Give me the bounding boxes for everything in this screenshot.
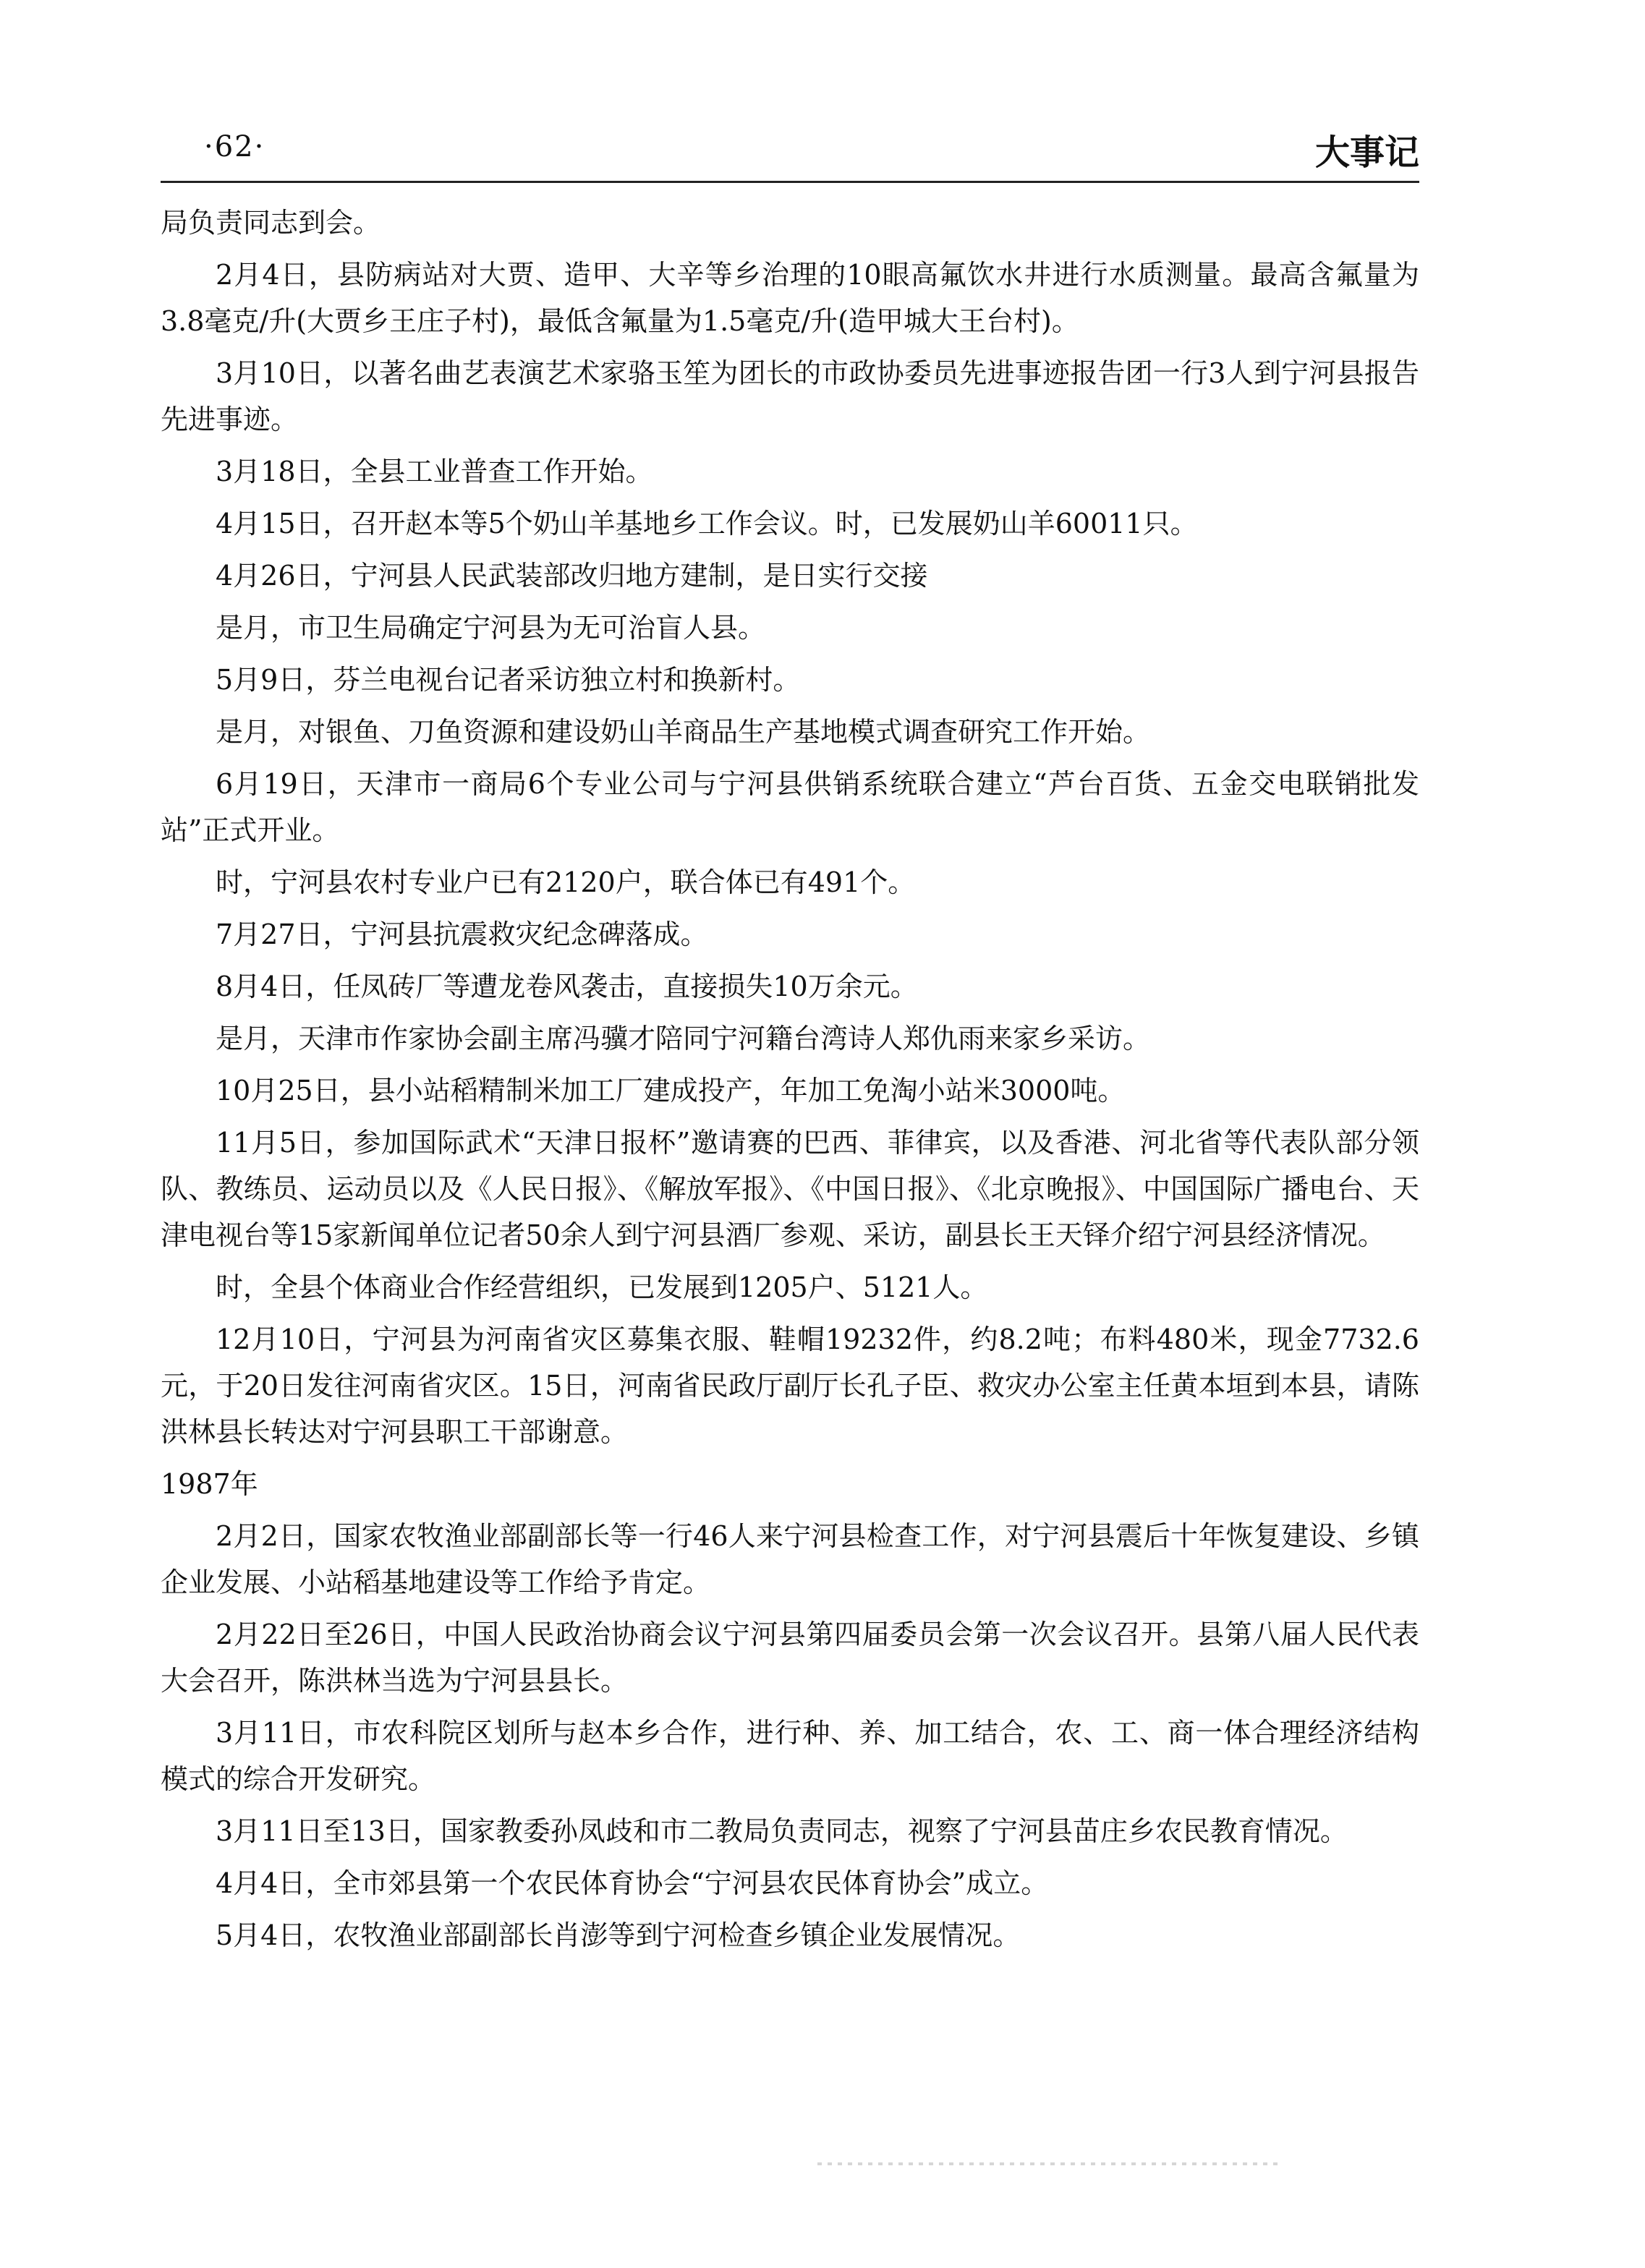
entry-paragraph: 10月25日，县小站稻精制米加工厂建成投产，年加工免淘小站米3000吨。 — [216, 1075, 1126, 1107]
year-heading-or-continuation: 1987年 — [161, 1468, 258, 1500]
entry-paragraph: 2月2日，国家农牧渔业部副部长等一行46人来宁河县检查工作，对宁河县震后十年恢复建设、乡镇企业发展、小站稻基地建设等工作给予肯定。 — [161, 1520, 1419, 1598]
year-heading-or-continuation: 局负责同志到会。 — [161, 207, 381, 239]
header-rule — [161, 181, 1419, 183]
entry-paragraph: 6月19日，天津市一商局6个专业公司与宁河县供销系统联合建立“芦台百货、五金交电联销批发站”正式开业。 — [161, 768, 1419, 846]
scan-artifact — [817, 2162, 1280, 2165]
entry-paragraph: 时，全县个体商业合作经营组织，已发展到1205户、5121人。 — [216, 1271, 988, 1303]
entry-paragraph: 是月，天津市作家协会副主席冯骥才陪同宁河籍台湾诗人郑仇雨来家乡采访。 — [216, 1023, 1151, 1054]
entry-paragraph: 4月4日，全市郊县第一个农民体育协会“宁河县农民体育协会”成立。 — [216, 1867, 1049, 1899]
entry-paragraph: 4月26日，宁河县人民武装部改归地方建制，是日实行交接 — [216, 560, 928, 592]
entry-paragraph: 是月，对银鱼、刀鱼资源和建设奶山羊商品生产基地模式调查研究工作开始。 — [216, 716, 1151, 748]
entry-paragraph: 3月10日，以著名曲艺表演艺术家骆玉笙为团长的市政协委员先进事迹报告团一行3人到宁河县报告先进事迹。 — [161, 357, 1419, 435]
entry-paragraph: 5月9日，芬兰电视台记者采访独立村和换新村。 — [216, 664, 801, 696]
page-number: ·62· — [204, 130, 265, 163]
entry-paragraph: 2月22日至26日，中国人民政治协商会议宁河县第四届委员会第一次会议召开。县第八届人民代表大会召开，陈洪林当选为宁河县县长。 — [161, 1619, 1419, 1697]
entry-paragraph: 12月10日，宁河县为河南省灾区募集衣服、鞋帽19232件，约8.2吨；布料480米，现金7732.6元，于20日发往河南省灾区。15日，河南省民政厅副厅长孔子臣、救灾办公室主任黄本垣到本县，请陈洪林县长转达对宁河县职工干部谢意。 — [161, 1323, 1419, 1448]
entry-paragraph: 3月18日，全县工业普查工作开始。 — [216, 456, 653, 487]
entry-paragraph: 3月11日，市农科院区划所与赵本乡合作，进行种、养、加工结合，农、工、商一体合理经济结构模式的综合开发研究。 — [161, 1717, 1419, 1795]
entry-paragraph: 是月，市卫生局确定宁河县为无可治盲人县。 — [216, 612, 766, 644]
entry-paragraph: 5月4日，农牧渔业部副部长肖澎等到宁河检查乡镇企业发展情况。 — [216, 1919, 1021, 1951]
page-header — [161, 123, 1419, 181]
entry-paragraph: 7月27日，宁河县抗震救灾纪念碑落成。 — [216, 918, 708, 950]
entry-paragraph: 11月5日，参加国际武术“天津日报杯”邀请赛的巴西、菲律宾，以及香港、河北省等代表队部分领队、教练员、运动员以及《人民日报》、《解放军报》、《中国日报》、《北京晚报》、中国国际广播电台、天津电视台等15家新闻单位记者50余人到宁河县酒厂参观、采访，副县长王天铎介绍宁河县经济情况。 — [161, 1127, 1419, 1251]
entry-paragraph: 2月4日，县防病站对大贾、造甲、大辛等乡治理的10眼高氟饮水井进行水质测量。最高含氟量为3.8毫克/升(大贾乡王庄子村)，最低含氟量为1.5毫克/升(造甲城大王台村)。 — [161, 259, 1419, 337]
entry-paragraph: 时，宁河县农村专业户已有2120户，联合体已有491个。 — [216, 866, 916, 898]
section-title: 大事记 — [1314, 132, 1419, 173]
document-body — [161, 194, 1419, 1958]
entry-paragraph: 4月15日，召开赵本等5个奶山羊基地乡工作会议。时，已发展奶山羊60011只。 — [216, 508, 1198, 540]
entry-paragraph: 3月11日至13日，国家教委孙凤歧和市二教局负责同志，视察了宁河县苗庄乡农民教育情况。 — [216, 1815, 1348, 1847]
entry-paragraph: 8月4日，任凤砖厂等遭龙卷风袭击，直接损失10万余元。 — [216, 971, 918, 1002]
